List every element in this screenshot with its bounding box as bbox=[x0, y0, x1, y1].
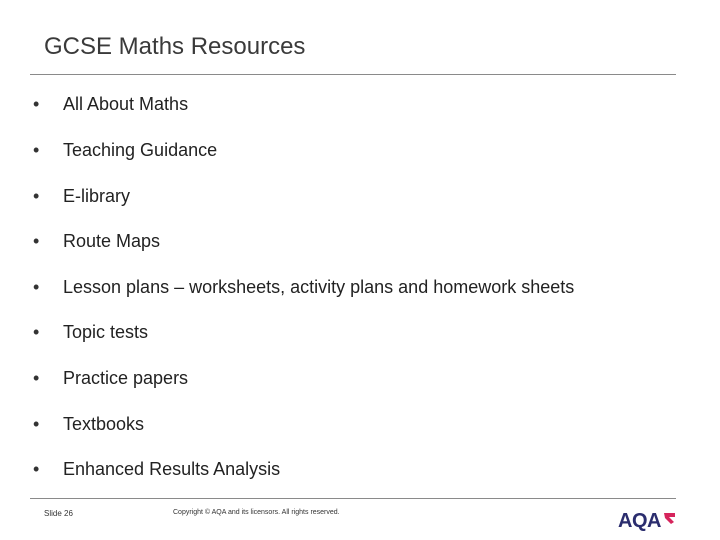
list-item-label: Lesson plans – worksheets, activity plans and homework sheets bbox=[63, 277, 575, 297]
bullet-icon: • bbox=[33, 459, 40, 479]
list-item-label: Enhanced Results Analysis bbox=[63, 459, 281, 479]
list-item-label: All About Maths bbox=[63, 94, 189, 114]
logo-swoosh-icon bbox=[663, 511, 677, 525]
slide-title: GCSE Maths Resources bbox=[44, 33, 306, 60]
copyright-notice: Copyright © AQA and its licensors. All rights reserved. bbox=[173, 509, 340, 516]
list-item-label: Practice papers bbox=[63, 368, 189, 388]
bullet-icon: • bbox=[33, 277, 40, 297]
list-item bbox=[33, 365, 188, 391]
list-item bbox=[33, 183, 130, 209]
bullet-icon: • bbox=[33, 186, 40, 206]
slide-number: Slide 26 bbox=[44, 509, 73, 518]
aqa-logo bbox=[618, 510, 680, 532]
list-item bbox=[33, 91, 188, 117]
footer-divider bbox=[30, 498, 676, 499]
list-item bbox=[33, 274, 574, 300]
list-item bbox=[33, 411, 144, 437]
list-item bbox=[33, 456, 280, 482]
logo-wordmark: AQA bbox=[618, 510, 661, 532]
list-item-label: Teaching Guidance bbox=[63, 140, 218, 160]
list-item bbox=[33, 137, 217, 163]
list-item-label: Textbooks bbox=[63, 414, 145, 434]
list-item bbox=[33, 319, 148, 345]
bullet-icon: • bbox=[33, 322, 40, 342]
bullet-icon: • bbox=[33, 94, 40, 114]
bullet-icon: • bbox=[33, 414, 40, 434]
list-item-label: Route Maps bbox=[63, 231, 161, 251]
bullet-icon: • bbox=[33, 140, 40, 160]
bullet-icon: • bbox=[33, 368, 40, 388]
list-item bbox=[33, 228, 160, 254]
list-item-label: Topic tests bbox=[63, 322, 149, 342]
list-item-label: E-library bbox=[63, 186, 131, 206]
bullet-icon: • bbox=[33, 231, 40, 251]
